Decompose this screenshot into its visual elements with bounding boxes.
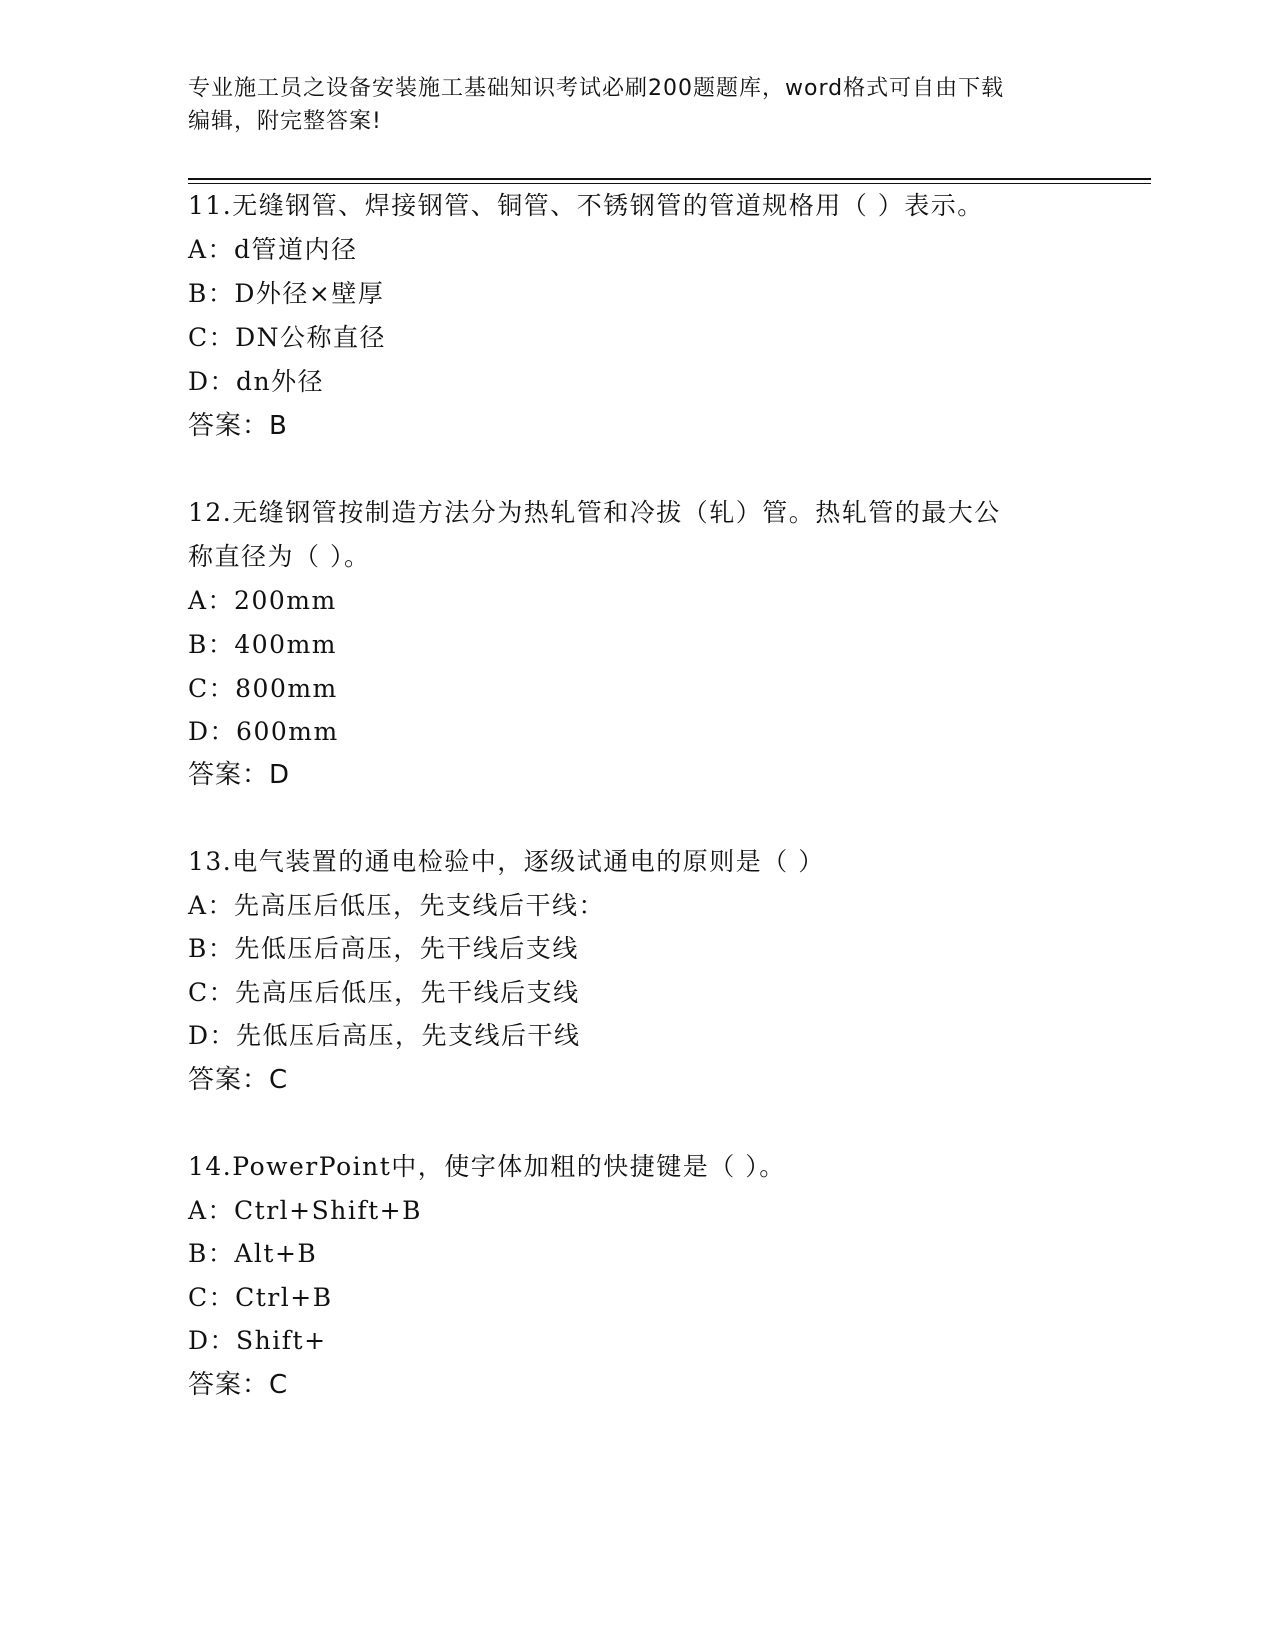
question-12-option-b: B：400mm (188, 630, 338, 659)
question-14-option-c: C：Ctrl+B (188, 1283, 333, 1312)
question-12-option-c: C：800mm (188, 674, 338, 703)
question-12-answer: 答案：D (188, 760, 291, 790)
question-12-stem-line-2: 称直径为（ ）。 (188, 542, 371, 571)
question-14-option-a: A：Ctrl+Shift+B (188, 1196, 422, 1225)
question-11-option-d: D：dn外径 (188, 367, 325, 396)
question-11-option-c: C：DN公称直径 (188, 323, 387, 352)
question-13-answer: 答案：C (188, 1065, 289, 1095)
question-13-option-b: B：先低压后高压，先干线后支线 (188, 934, 579, 963)
question-11-stem: 11.无缝钢管、焊接钢管、铜管、不锈钢管的管道规格用（ ）表示。 (188, 191, 984, 220)
question-14-stem: 14.PowerPoint中，使字体加粗的快捷键是（ ）。 (188, 1152, 786, 1181)
header-line-2: 编辑，附完整答案! (188, 109, 382, 134)
question-13-option-d: D：先低压后高压，先支线后干线 (188, 1021, 581, 1050)
question-13-option-a: A：先高压后低压，先支线后干线： (188, 891, 606, 920)
question-13-option-c: C：先高压后低压，先干线后支线 (188, 978, 580, 1007)
question-12-option-d: D：600mm (188, 717, 339, 746)
document-header (188, 72, 1088, 138)
question-12-option-a: A：200mm (188, 586, 337, 615)
header-line-1: 专业施工员之设备安装施工基础知识考试必刷200题题库，word格式可自由下载 (188, 76, 1005, 101)
question-14-option-b: B：Alt+B (188, 1239, 318, 1268)
question-11-answer: 答案：B (188, 411, 288, 441)
header-rule-thick (188, 178, 1151, 180)
question-14-answer: 答案：C (188, 1370, 289, 1400)
question-12-stem-line-1: 12.无缝钢管按制造方法分为热轧管和冷拔（轧）管。热轧管的最大公 (188, 498, 1001, 527)
question-13-stem: 13.电气装置的通电检验中，逐级试通电的原则是（ ） (188, 847, 825, 876)
question-14-option-d: D：Shift+ (188, 1326, 327, 1355)
question-11-option-b: B：D外径×壁厚 (188, 279, 385, 308)
question-11-option-a: A：d管道内径 (188, 235, 358, 264)
